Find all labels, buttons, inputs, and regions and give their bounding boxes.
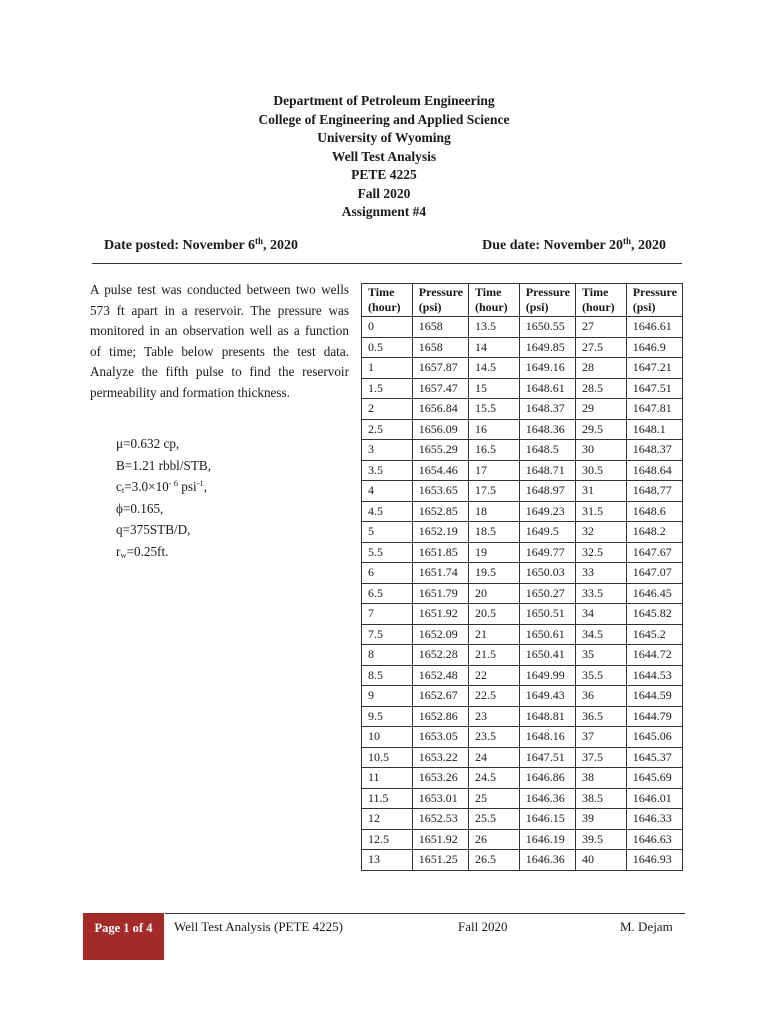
pressure-cell: 1646.9 (626, 337, 682, 358)
time-cell: 22.5 (468, 686, 519, 707)
pressure-cell: 1645.2 (626, 624, 682, 645)
pressure-cell: 1652.86 (412, 706, 468, 727)
pressure-cell: 1657.87 (412, 358, 468, 379)
pressure-cell: 1648.16 (519, 727, 575, 748)
table-row (362, 624, 683, 645)
pressure-cell: 1648.5 (519, 440, 575, 461)
pressure-cell: 1650.51 (519, 604, 575, 625)
time-cell: 29.5 (575, 419, 626, 440)
pressure-cell: 1648.81 (519, 706, 575, 727)
pressure-cell: 1645.82 (626, 604, 682, 625)
pressure-cell: 1651.74 (412, 563, 468, 584)
pressure-cell: 1647.51 (626, 378, 682, 399)
time-cell: 30 (575, 440, 626, 461)
time-cell: 31 (575, 481, 626, 502)
time-cell: 40 (575, 850, 626, 871)
document-header (0, 92, 768, 222)
time-cell: 21.5 (468, 645, 519, 666)
time-cell: 29 (575, 399, 626, 420)
time-cell: 12.5 (362, 829, 413, 850)
time-cell: 24 (468, 747, 519, 768)
time-cell: 34.5 (575, 624, 626, 645)
pressure-cell: 1650.41 (519, 645, 575, 666)
assignment-title: Assignment #4 (341, 204, 427, 219)
time-cell: 38.5 (575, 788, 626, 809)
table-row (362, 686, 683, 707)
time-cell: 32 (575, 522, 626, 543)
time-cell: 9 (362, 686, 413, 707)
time-cell: 27 (575, 317, 626, 338)
time-cell: 7.5 (362, 624, 413, 645)
pressure-cell: 1657.47 (412, 378, 468, 399)
pressure-cell: 1649.77 (519, 542, 575, 563)
date-posted: Date posted: November 6th, 2020 (104, 236, 299, 253)
pressure-cell: 1652.53 (412, 809, 468, 830)
pressure-cell: 1650.03 (519, 563, 575, 584)
time-cell: 4 (362, 481, 413, 502)
time-cell: 14 (468, 337, 519, 358)
pressure-cell: 1644.59 (626, 686, 682, 707)
pressure-cell: 1656.84 (412, 399, 468, 420)
param-total-compressibility: $c_t=3.0\times 10^{- 6}$ psi$^{-1}$, (116, 478, 208, 495)
time-cell: 22 (468, 665, 519, 686)
param-viscosity: μ=0.632 cp, (116, 436, 180, 451)
time-cell: 13 (362, 850, 413, 871)
pressure-cell: 1645.69 (626, 768, 682, 789)
time-cell: 0.5 (362, 337, 413, 358)
table-row (362, 358, 683, 379)
pressure-cell: 1647.21 (626, 358, 682, 379)
time-cell: 20 (468, 583, 519, 604)
table-body (362, 317, 683, 871)
time-cell: 10.5 (362, 747, 413, 768)
pressure-cell: 1649.16 (519, 358, 575, 379)
footer-course: Well Test Analysis (PETE 4225) (174, 919, 343, 934)
time-cell: 30.5 (575, 460, 626, 481)
due-date: Due date: November 20th, 2020 (482, 236, 666, 253)
pressure-cell: 1647.67 (626, 542, 682, 563)
time-cell: 35 (575, 645, 626, 666)
problem-statement: A pulse test was conducted between two wells 573 ft apart in a reservoir. The pressure was monitored in an observation well as a function of time; Table below presents the test data. Analyze the fifth pulse to find the reservoir permeability and formation thickness. (90, 282, 349, 400)
time-cell: 20.5 (468, 604, 519, 625)
pressure-cell: 1651.85 (412, 542, 468, 563)
time-cell: 31.5 (575, 501, 626, 522)
time-cell: 23 (468, 706, 519, 727)
time-cell: 3 (362, 440, 413, 461)
pressure-cell: 1644.72 (626, 645, 682, 666)
time-cell: 0 (362, 317, 413, 338)
pressure-cell: 1652.28 (412, 645, 468, 666)
time-cell: 32.5 (575, 542, 626, 563)
pressure-cell: 1650.27 (519, 583, 575, 604)
pressure-cell: 1644.79 (626, 706, 682, 727)
table-row (362, 583, 683, 604)
pressure-cell: 1647.81 (626, 399, 682, 420)
table-row (362, 317, 683, 338)
time-cell: 38 (575, 768, 626, 789)
time-cell: 26 (468, 829, 519, 850)
time-cell: 15 (468, 378, 519, 399)
parameter-list (116, 433, 211, 562)
time-cell: 39.5 (575, 829, 626, 850)
table-row (362, 727, 683, 748)
time-cell: 8.5 (362, 665, 413, 686)
pressure-cell: 1646.45 (626, 583, 682, 604)
time-cell: 33.5 (575, 583, 626, 604)
pressure-cell: 1650.55 (519, 317, 575, 338)
pressure-cell: 1646.15 (519, 809, 575, 830)
pressure-cell: 1646.63 (626, 829, 682, 850)
pressure-cell: 1653.22 (412, 747, 468, 768)
time-cell: 27.5 (575, 337, 626, 358)
time-cell: 9.5 (362, 706, 413, 727)
time-cell: 2.5 (362, 419, 413, 440)
time-cell: 8 (362, 645, 413, 666)
pressure-cell: 1646.36 (519, 850, 575, 871)
table-row (362, 522, 683, 543)
pressure-cell: 1646.93 (626, 850, 682, 871)
header-time-1: Time (hour) (362, 284, 413, 317)
table-row (362, 337, 683, 358)
pressure-cell: 1658 (412, 337, 468, 358)
time-cell: 14.5 (468, 358, 519, 379)
time-cell: 19.5 (468, 563, 519, 584)
pressure-cell: 1652.85 (412, 501, 468, 522)
pressure-cell: 1653.26 (412, 768, 468, 789)
time-cell: 10 (362, 727, 413, 748)
table-row (362, 378, 683, 399)
footer-divider (165, 913, 685, 914)
pressure-cell: 1653.65 (412, 481, 468, 502)
pressure-cell: 1646.19 (519, 829, 575, 850)
table-row (362, 604, 683, 625)
time-cell: 23.5 (468, 727, 519, 748)
pressure-cell: 1646.61 (626, 317, 682, 338)
param-porosity: ϕ=0.165, (116, 500, 164, 516)
pressure-cell: 1648.37 (519, 399, 575, 420)
table-row (362, 440, 683, 461)
pressure-cell: 1653.01 (412, 788, 468, 809)
pressure-cell: 1649.5 (519, 522, 575, 543)
table-row (362, 747, 683, 768)
pressure-cell: 1648.2 (626, 522, 682, 543)
header-divider (92, 263, 682, 264)
pressure-cell: 1649.99 (519, 665, 575, 686)
time-cell: 4.5 (362, 501, 413, 522)
pressure-cell: 1646.86 (519, 768, 575, 789)
table-row (362, 501, 683, 522)
department-title: Department of Petroleum Engineering (273, 93, 495, 108)
college-title: College of Engineering and Applied Science (258, 111, 510, 127)
pressure-cell: 1649.85 (519, 337, 575, 358)
time-cell: 35.5 (575, 665, 626, 686)
pressure-cell: 1648.64 (626, 460, 682, 481)
time-cell: 25 (468, 788, 519, 809)
time-cell: 12 (362, 809, 413, 830)
table-row (362, 419, 683, 440)
time-cell: 16 (468, 419, 519, 440)
time-cell: 3.5 (362, 460, 413, 481)
time-cell: 7 (362, 604, 413, 625)
header-pressure-3: Pressure (psi) (626, 284, 682, 317)
pulse-test-data-table (361, 283, 683, 871)
pressure-cell: 1648.71 (519, 460, 575, 481)
footer-term: Fall 2020 (458, 919, 508, 934)
time-cell: 37 (575, 727, 626, 748)
pressure-cell: 1648.61 (519, 378, 575, 399)
pressure-cell: 1658 (412, 317, 468, 338)
pressure-cell: 1651.92 (412, 604, 468, 625)
time-cell: 17 (468, 460, 519, 481)
pressure-cell: 1649.23 (519, 501, 575, 522)
time-cell: 1.5 (362, 378, 413, 399)
param-flow-rate: q=375STB/D, (116, 522, 191, 537)
pressure-cell: 1652.09 (412, 624, 468, 645)
pressure-cell: 1655.29 (412, 440, 468, 461)
time-cell: 28.5 (575, 378, 626, 399)
time-cell: 39 (575, 809, 626, 830)
header-pressure-1: Pressure (psi) (412, 284, 468, 317)
pressure-cell: 1653.05 (412, 727, 468, 748)
header-pressure-2: Pressure (psi) (519, 284, 575, 317)
param-formation-volume-factor: B=1.21 rbbl/STB, (116, 457, 211, 473)
pressure-cell: 1648.6 (626, 501, 682, 522)
table-row (362, 645, 683, 666)
time-cell: 17.5 (468, 481, 519, 502)
term: Fall 2020 (357, 185, 411, 201)
time-cell: 36 (575, 686, 626, 707)
header-time-2: Time (hour) (468, 284, 519, 317)
time-cell: 18 (468, 501, 519, 522)
time-cell: 37.5 (575, 747, 626, 768)
pressure-cell: 1650.61 (519, 624, 575, 645)
time-cell: 28 (575, 358, 626, 379)
pressure-cell: 1656.09 (412, 419, 468, 440)
table-row (362, 481, 683, 502)
time-cell: 34 (575, 604, 626, 625)
time-cell: 11 (362, 768, 413, 789)
table-header-row (362, 284, 683, 317)
table-row (362, 460, 683, 481)
time-cell: 33 (575, 563, 626, 584)
pressure-cell: 1648.1 (626, 419, 682, 440)
pressure-cell: 1646.01 (626, 788, 682, 809)
time-cell: 5.5 (362, 542, 413, 563)
time-cell: 1 (362, 358, 413, 379)
time-cell: 13.5 (468, 317, 519, 338)
pressure-cell: 1652.19 (412, 522, 468, 543)
time-cell: 26.5 (468, 850, 519, 871)
pressure-cell: 1652.48 (412, 665, 468, 686)
time-cell: 19 (468, 542, 519, 563)
course-title: Well Test Analysis (331, 148, 437, 164)
table-row (362, 542, 683, 563)
time-cell: 21 (468, 624, 519, 645)
university-title: University of Wyoming (317, 130, 451, 145)
page-number-badge: Page 1 of 4 (83, 913, 164, 960)
pressure-cell: 1644.53 (626, 665, 682, 686)
pressure-cell: 1649.43 (519, 686, 575, 707)
table-row (362, 829, 683, 850)
time-cell: 25.5 (468, 809, 519, 830)
time-cell: 5 (362, 522, 413, 543)
pressure-cell: 1646.36 (519, 788, 575, 809)
pressure-cell: 1648.97 (519, 481, 575, 502)
pressure-cell: 1651.25 (412, 850, 468, 871)
table-row (362, 563, 683, 584)
table-row (362, 788, 683, 809)
pressure-cell: 1651.92 (412, 829, 468, 850)
pressure-cell: 1645.06 (626, 727, 682, 748)
pressure-cell: 1654.46 (412, 460, 468, 481)
pressure-cell: 1645.37 (626, 747, 682, 768)
table-row (362, 706, 683, 727)
pressure-cell: 1652.67 (412, 686, 468, 707)
pressure-cell: 1648.36 (519, 419, 575, 440)
footer-author: M. Dejam (620, 919, 673, 934)
time-cell: 6 (362, 563, 413, 584)
time-cell: 6.5 (362, 583, 413, 604)
time-cell: 2 (362, 399, 413, 420)
table-row (362, 665, 683, 686)
time-cell: 11.5 (362, 788, 413, 809)
time-cell: 18.5 (468, 522, 519, 543)
pressure-cell: 1651.79 (412, 583, 468, 604)
course-code: PETE 4225 (351, 167, 417, 182)
header-time-3: Time (hour) (575, 284, 626, 317)
time-cell: 24.5 (468, 768, 519, 789)
table-row (362, 399, 683, 420)
table-row (362, 768, 683, 789)
table-row (362, 809, 683, 830)
pressure-cell: 1646.33 (626, 809, 682, 830)
time-cell: 15.5 (468, 399, 519, 420)
pressure-cell: 1648.37 (626, 440, 682, 461)
pressure-cell: 1647.07 (626, 563, 682, 584)
pressure-cell: 1647.51 (519, 747, 575, 768)
table-row (362, 850, 683, 871)
time-cell: 16.5 (468, 440, 519, 461)
pressure-cell: 1648.77 (626, 481, 682, 502)
param-wellbore-radius: $r_w=0.25ft$. (116, 543, 169, 560)
time-cell: 36.5 (575, 706, 626, 727)
